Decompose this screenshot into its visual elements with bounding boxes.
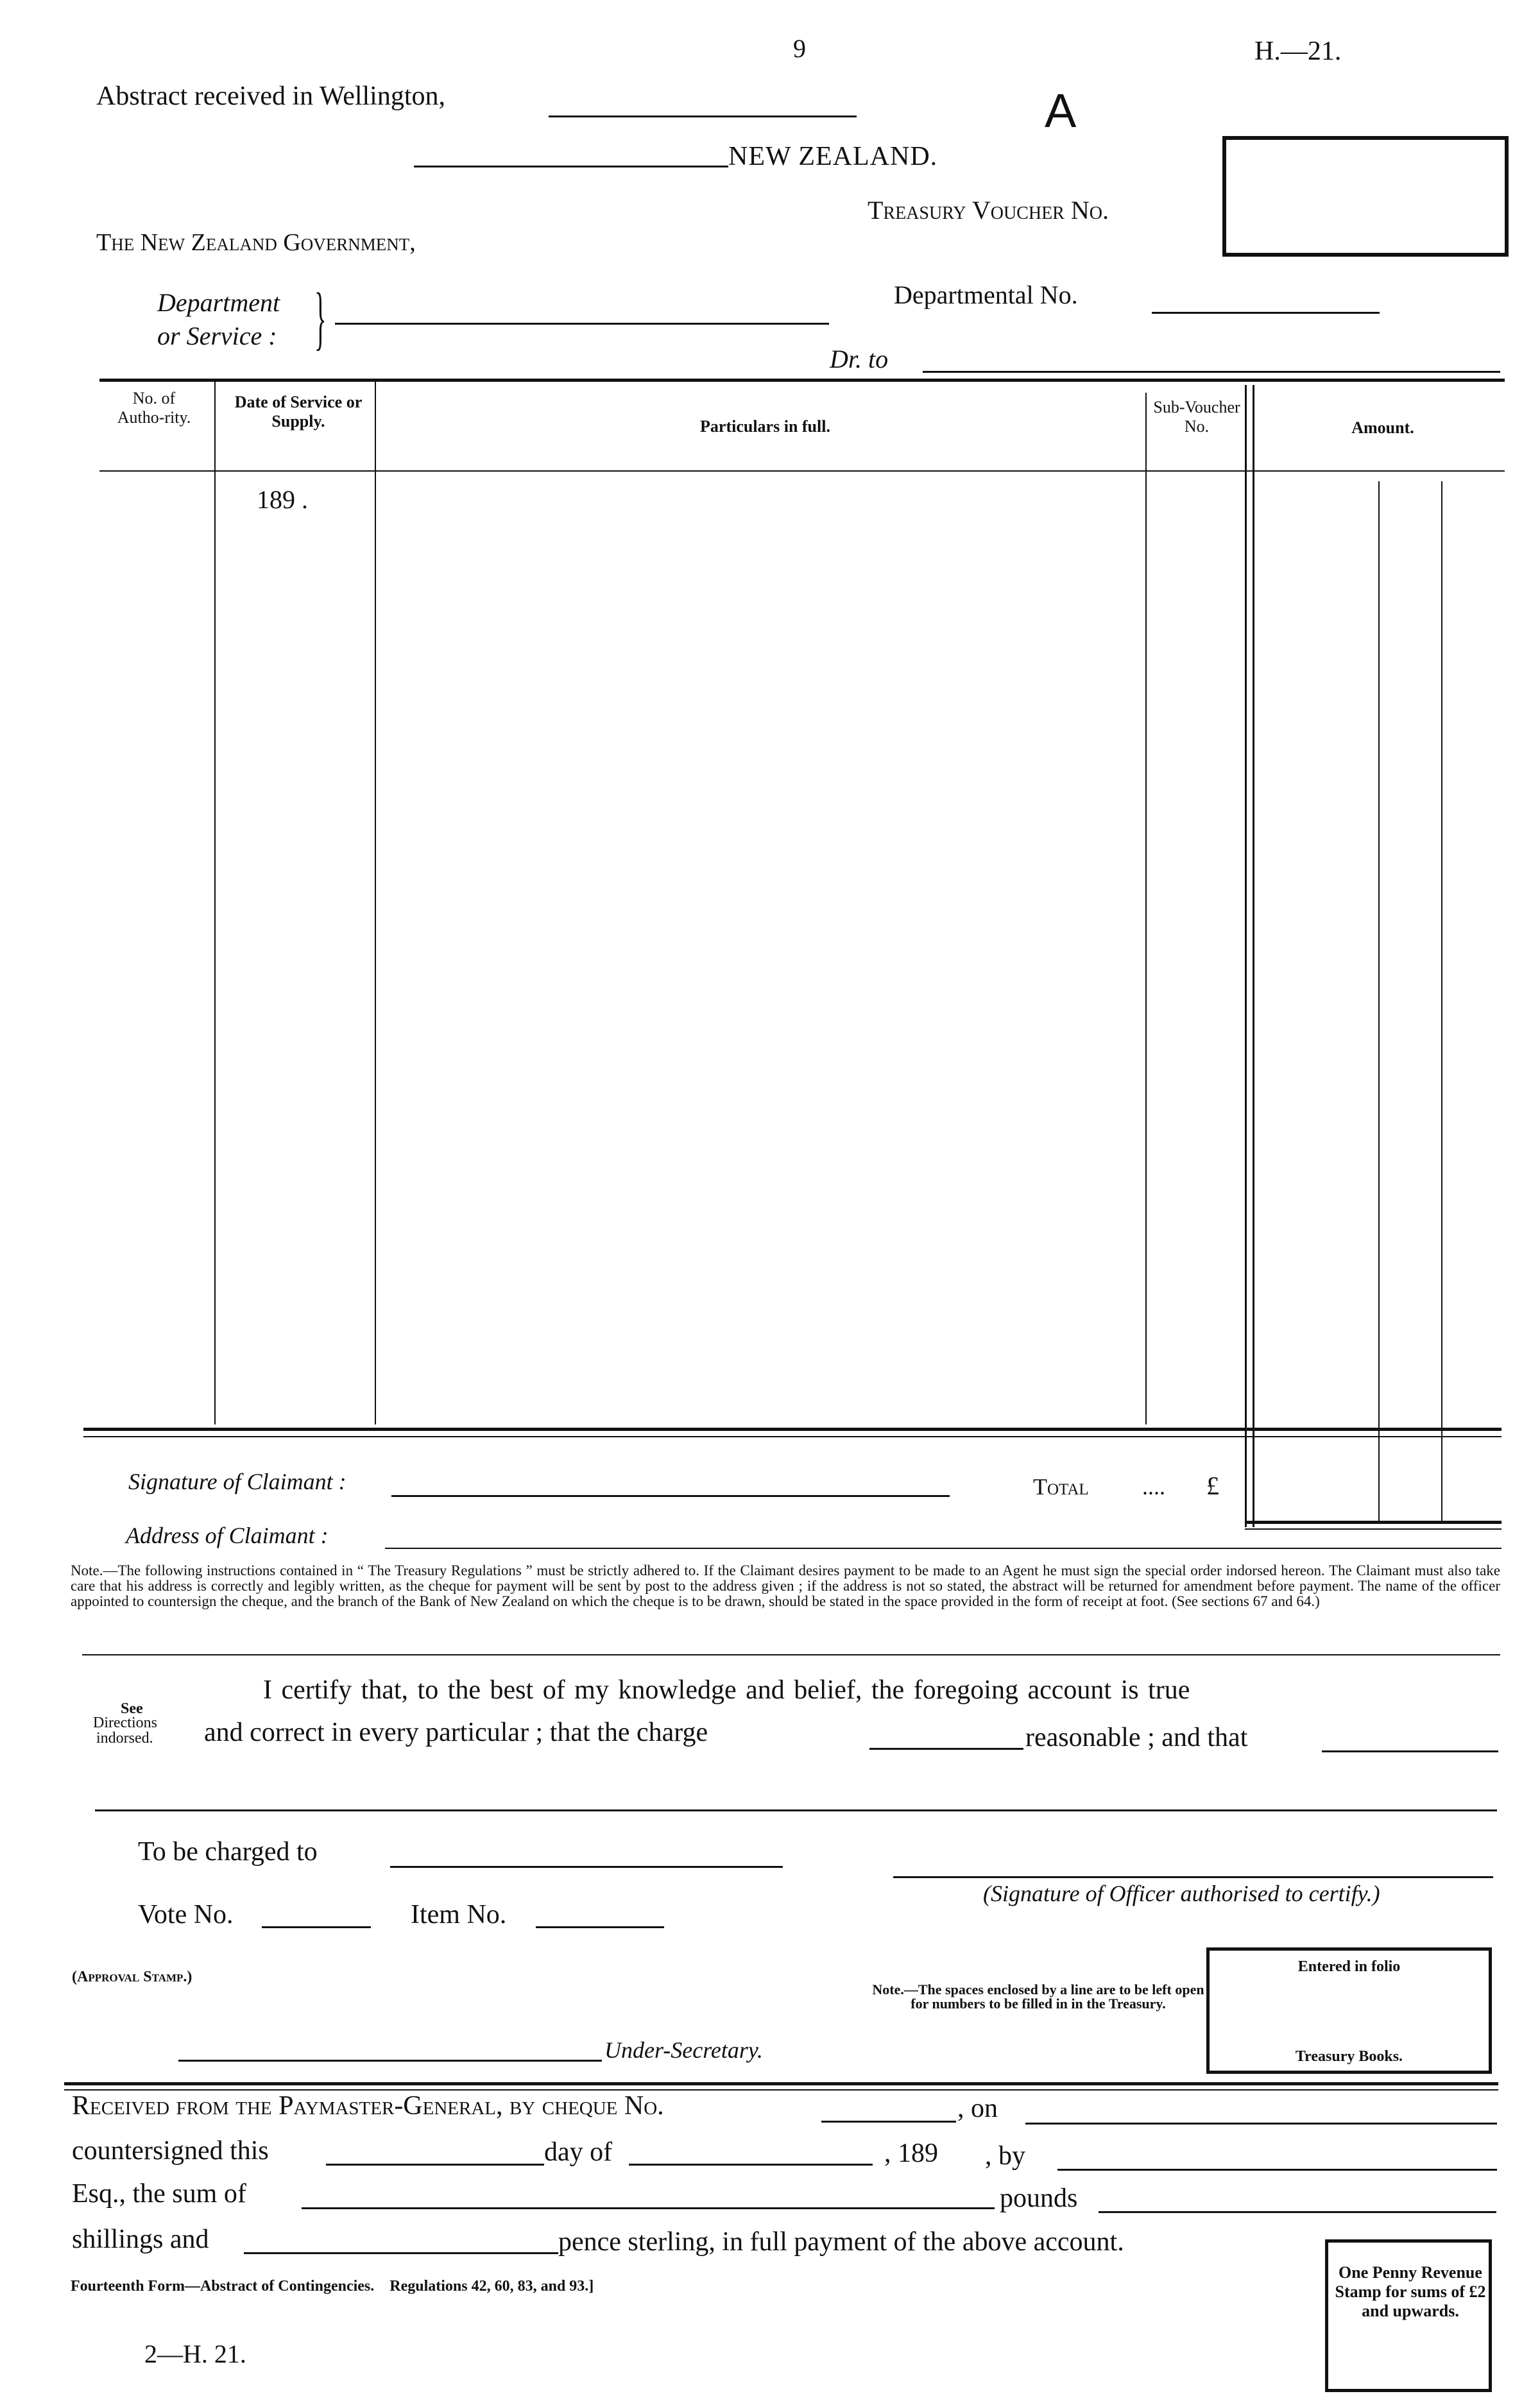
treasury-voucher-label: Treasury Voucher No. [868, 196, 1109, 225]
entered-folio-box[interactable] [1206, 1947, 1492, 2074]
on-field[interactable] [1025, 2123, 1497, 2125]
document-ref: H.—21. [1254, 37, 1342, 66]
receipt-line-3a: Esq., the sum of [72, 2179, 246, 2209]
departmental-no-field[interactable] [1152, 312, 1380, 314]
and-that-field[interactable] [1322, 1750, 1498, 1752]
receipt-line-1a: Received from the Paymaster-General, by cheque No. [72, 2091, 664, 2121]
table-top-border [99, 379, 1505, 382]
region-field[interactable] [414, 166, 728, 167]
approval-stamp-label: (Approval Stamp.) [72, 1969, 193, 1985]
regulations-text: Regulations 42, 60, 83, and 93.] [389, 2278, 594, 2295]
receipt-line-3b: pounds [1000, 2184, 1078, 2213]
entered-folio-label: Entered in folio [1297, 1958, 1401, 1975]
by-field[interactable] [1057, 2169, 1497, 2171]
officer-signature-label: (Signature of Officer authorised to certify.) [983, 1881, 1380, 1906]
form-title [71, 2278, 594, 2295]
total-underline [1245, 1521, 1502, 1524]
col-header-subvoucher: Sub-Voucher No. [1153, 398, 1240, 436]
col-header-date: Date of Service or Supply. [234, 393, 363, 431]
certify-line-2b: reasonable ; and that [1025, 1723, 1248, 1752]
charged-to-field[interactable] [390, 1866, 783, 1868]
dr-to-label: Dr. to [830, 345, 889, 373]
pounds-field[interactable] [1099, 2211, 1496, 2213]
cheque-no-field[interactable] [821, 2121, 956, 2123]
item-no-field[interactable] [536, 1926, 664, 1928]
address-claimant-label: Address of Claimant : [126, 1523, 329, 1548]
address-claimant-field[interactable] [385, 1548, 1502, 1549]
signature-claimant-label: Signature of Claimant : [128, 1469, 346, 1494]
revenue-stamp-text: One Penny Revenue Stamp for sums of £2 and upwards. [1335, 2263, 1486, 2320]
abstract-received-label: Abstract received in Wellington, [96, 81, 446, 111]
dr-to-field[interactable] [923, 371, 1500, 373]
vote-no-field[interactable] [262, 1926, 371, 1928]
note-separator [82, 1654, 1500, 1655]
indorsed-label: indorsed. [96, 1730, 153, 1747]
receipt-line-4a: shillings and [72, 2225, 209, 2254]
total-underline-2 [1245, 1528, 1502, 1530]
col-rule-3 [1145, 393, 1147, 1424]
charged-to-label: To be charged to [138, 1837, 318, 1867]
spaces-note: Note.—The spaces enclosed by a line are to be left open for numbers to be filled in in the Treasury. [872, 1981, 1204, 2012]
receipt-line-4b: pence sterling, in full payment of the above account. [558, 2227, 1124, 2257]
date-cell: 189 . [257, 485, 308, 514]
treasury-books-label: Treasury Books. [1295, 2048, 1403, 2065]
receipt-top-border [64, 2082, 1498, 2085]
form-title-text: Fourteenth Form—Abstract of Contingencies. [71, 2278, 375, 2295]
page-ref: 2—H. 21. [144, 2339, 246, 2368]
officer-signature-field[interactable] [893, 1876, 1493, 1878]
col-rule-7 [1441, 481, 1442, 1521]
receipt-line-2a: countersigned this [72, 2136, 269, 2166]
department-brace: } [314, 278, 327, 357]
total-label: Total [1033, 1474, 1089, 1500]
col-header-particulars: Particulars in full. [700, 417, 830, 436]
col-header-authority: No. of Autho-rity. [117, 389, 191, 427]
col-rule-2 [375, 381, 376, 1424]
shillings-field[interactable] [244, 2252, 558, 2254]
col-rule-1 [214, 381, 216, 1424]
certify-line-1: I certify that, to the best of my knowledge and belief, the foregoing account is true [263, 1675, 1190, 1705]
item-no-label: Item No. [411, 1900, 507, 1929]
directions-label: Directions [93, 1715, 157, 1731]
receipt-line-1b: , on [957, 2094, 998, 2123]
abstract-received-field[interactable] [549, 115, 857, 117]
charge-field[interactable] [869, 1748, 1023, 1750]
department-field[interactable] [335, 323, 829, 325]
government-label: The New Zealand Government, [96, 229, 416, 256]
revenue-stamp-box [1325, 2239, 1492, 2392]
certify-line-2a: and correct in every particular ; that the charge [204, 1718, 708, 1747]
form-letter: A [1045, 84, 1077, 137]
countersigned-day-field[interactable] [326, 2164, 544, 2166]
table-bottom-border [83, 1428, 1502, 1431]
table-bottom-border-2 [83, 1436, 1502, 1437]
service-label: or Service : [157, 321, 277, 350]
total-dots: .... [1142, 1474, 1165, 1500]
department-label: Department [157, 288, 280, 317]
pound-sign: £ [1206, 1471, 1219, 1500]
country-title: NEW ZEALAND. [728, 142, 938, 171]
col-rule-4 [1245, 385, 1247, 1527]
receipt-line-2c: , 189 [884, 2139, 938, 2168]
header-separator [99, 470, 1505, 472]
receipt-line-2d: , by [985, 2141, 1025, 2171]
departmental-no-label: Departmental No. [894, 280, 1078, 309]
treasury-voucher-box[interactable] [1222, 136, 1509, 257]
col-header-amount: Amount. [1351, 418, 1414, 437]
sum-field[interactable] [302, 2207, 995, 2209]
vote-no-label: Vote No. [138, 1900, 234, 1929]
under-secretary-field[interactable] [178, 2060, 602, 2062]
col-rule-6 [1378, 481, 1380, 1521]
instructions-note: Note.—The following instructions contained in “ The Treasury Regulations ” must be strictly adhered to. If the Claimant desires payment to be made to an Agent he must sign the special order indorsed hereon. The Claimant must also take care that his address is correctly and legibly written, as the cheque for payment will be sent by post to the address given ; if the address is not so stated, the abstract will be returned for amendment before payment. The name of the officer appointed to countersign the cheque, and the branch of the Bank of New Zealand on which the cheque is to be drawn, should be stated in the space provided in the form of receipt at foot. (See sections 67 and 64.) [71, 1562, 1500, 1609]
signature-claimant-field[interactable] [391, 1495, 950, 1497]
certify-continuation-field[interactable] [95, 1809, 1497, 1811]
under-secretary-label: Under-Secretary. [604, 2037, 763, 2063]
day-of-field[interactable] [629, 2164, 873, 2166]
receipt-line-2b: day of [544, 2137, 613, 2167]
page-number: 9 [793, 34, 806, 63]
col-rule-5 [1253, 385, 1254, 1527]
see-label: See [121, 1700, 143, 1717]
